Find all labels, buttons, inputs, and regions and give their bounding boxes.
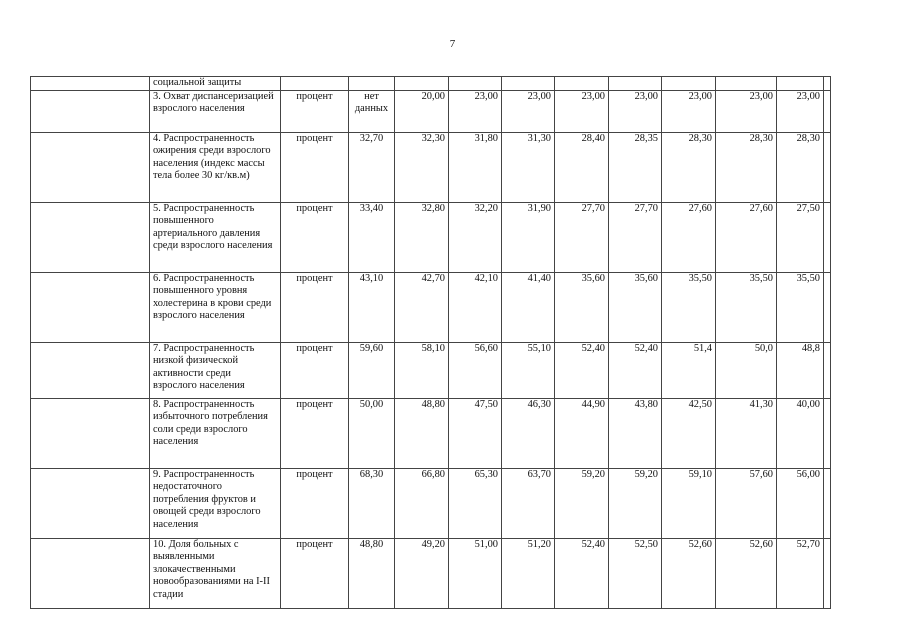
value-cell: 59,20 (609, 468, 662, 538)
value-cell: 42,50 (662, 398, 716, 468)
value-cell: 44,90 (555, 398, 609, 468)
value-cell: 33,40 (349, 202, 395, 272)
unit-cell (281, 77, 349, 91)
value-cell: 27,60 (662, 202, 716, 272)
unit-cell: процент (281, 342, 349, 398)
table-row (31, 77, 831, 91)
value-cell (716, 77, 777, 91)
value-cell: 52,60 (716, 538, 777, 608)
value-cell (349, 77, 395, 91)
value-cell: 46,30 (502, 398, 555, 468)
row-group-cell (31, 342, 150, 398)
value-cell: 31,90 (502, 202, 555, 272)
value-cell: 51,00 (449, 538, 502, 608)
value-cell: 23,00 (716, 90, 777, 132)
page-number: 7 (449, 38, 456, 50)
empty-cell (824, 342, 831, 398)
row-group-cell (31, 77, 150, 91)
unit-cell: процент (281, 538, 349, 608)
table-row (31, 342, 831, 398)
value-cell: 28,30 (777, 132, 824, 202)
indicators-table (30, 76, 831, 609)
value-cell: 40,00 (777, 398, 824, 468)
value-cell: 52,40 (555, 538, 609, 608)
unit-cell: процент (281, 272, 349, 342)
value-cell: 55,10 (502, 342, 555, 398)
value-cell (502, 77, 555, 91)
value-cell: 52,60 (662, 538, 716, 608)
value-cell: 35,50 (777, 272, 824, 342)
value-cell: 27,70 (609, 202, 662, 272)
value-cell: 32,20 (449, 202, 502, 272)
value-cell (449, 77, 502, 91)
value-cell: 27,70 (555, 202, 609, 272)
table-row (31, 90, 831, 132)
value-cell: 58,10 (395, 342, 449, 398)
value-cell: 23,00 (777, 90, 824, 132)
empty-cell (824, 90, 831, 132)
value-cell: 50,0 (716, 342, 777, 398)
value-cell: 43,10 (349, 272, 395, 342)
indicator-name: 6. Распространенность повышенного уровня холестерина в крови среди взрослого населения (150, 272, 281, 342)
value-cell: 42,10 (449, 272, 502, 342)
value-cell: 49,20 (395, 538, 449, 608)
empty-cell (824, 77, 831, 91)
value-cell (777, 77, 824, 91)
value-cell: 68,30 (349, 468, 395, 538)
value-cell: 35,60 (609, 272, 662, 342)
row-group-cell (31, 398, 150, 468)
indicator-name: 3. Охват диспансеризацией взрослого населения (150, 90, 281, 132)
value-cell: 59,60 (349, 342, 395, 398)
value-cell: 27,50 (777, 202, 824, 272)
value-cell: 23,00 (502, 90, 555, 132)
value-cell: 52,40 (609, 342, 662, 398)
value-cell: 23,00 (662, 90, 716, 132)
value-cell: 48,80 (349, 538, 395, 608)
value-cell: 59,20 (555, 468, 609, 538)
value-cell: 27,60 (716, 202, 777, 272)
value-cell: 50,00 (349, 398, 395, 468)
table-row (31, 202, 831, 272)
value-cell: 43,80 (609, 398, 662, 468)
value-cell: 48,80 (395, 398, 449, 468)
value-cell: 59,10 (662, 468, 716, 538)
value-cell: 31,30 (502, 132, 555, 202)
empty-cell (824, 272, 831, 342)
value-cell: 42,70 (395, 272, 449, 342)
row-group-cell (31, 468, 150, 538)
value-cell: 56,60 (449, 342, 502, 398)
value-cell (555, 77, 609, 91)
row-group-cell (31, 202, 150, 272)
empty-cell (824, 538, 831, 608)
row-group-cell (31, 538, 150, 608)
indicator-name: 8. Распространенность избыточного потребления соли среди взрослого населения (150, 398, 281, 468)
row-group-cell (31, 90, 150, 132)
value-cell: 28,30 (662, 132, 716, 202)
value-cell: 52,50 (609, 538, 662, 608)
value-cell: 28,35 (609, 132, 662, 202)
value-cell: 56,00 (777, 468, 824, 538)
indicator-name: 7. Распространенность низкой физической активности среди взрослого населения (150, 342, 281, 398)
value-cell: 32,70 (349, 132, 395, 202)
indicator-name: 10. Доля больных с выявленными злокачественными новообразованиями на I-II стадии (150, 538, 281, 608)
value-cell: 23,00 (449, 90, 502, 132)
unit-cell: процент (281, 202, 349, 272)
row-group-cell (31, 132, 150, 202)
value-cell: 48,8 (777, 342, 824, 398)
value-cell: 47,50 (449, 398, 502, 468)
table-row (31, 132, 831, 202)
empty-cell (824, 202, 831, 272)
value-cell: 28,40 (555, 132, 609, 202)
value-cell: 32,80 (395, 202, 449, 272)
value-cell: 52,70 (777, 538, 824, 608)
table-row (31, 272, 831, 342)
indicator-name: 4. Распространенность ожирения среди взрослого населения (индекс массы тела более 30 кг/кв.м) (150, 132, 281, 202)
value-cell: 32,30 (395, 132, 449, 202)
indicator-name: 5. Распространенность повышенного артериального давления среди взрослого населения (150, 202, 281, 272)
value-cell: 66,80 (395, 468, 449, 538)
table-row (31, 468, 831, 538)
value-cell: 51,20 (502, 538, 555, 608)
empty-cell (824, 468, 831, 538)
value-cell: 63,70 (502, 468, 555, 538)
value-cell: 23,00 (609, 90, 662, 132)
value-cell: 35,60 (555, 272, 609, 342)
unit-cell: процент (281, 468, 349, 538)
value-cell: 31,80 (449, 132, 502, 202)
value-cell (662, 77, 716, 91)
unit-cell: процент (281, 90, 349, 132)
value-cell: 35,50 (716, 272, 777, 342)
table-row (31, 538, 831, 608)
unit-cell: процент (281, 398, 349, 468)
indicator-name: социальной защиты (150, 77, 281, 91)
value-cell (395, 77, 449, 91)
empty-cell (824, 132, 831, 202)
indicator-name: 9. Распространенность недостаточного потребления фруктов и овощей среди взрослого населения (150, 468, 281, 538)
value-cell (609, 77, 662, 91)
table-row (31, 398, 831, 468)
row-group-cell (31, 272, 150, 342)
value-cell: 23,00 (555, 90, 609, 132)
value-cell: 35,50 (662, 272, 716, 342)
value-cell: нет данных (349, 90, 395, 132)
value-cell: 52,40 (555, 342, 609, 398)
value-cell: 65,30 (449, 468, 502, 538)
value-cell: 41,30 (716, 398, 777, 468)
value-cell: 20,00 (395, 90, 449, 132)
value-cell: 28,30 (716, 132, 777, 202)
value-cell: 41,40 (502, 272, 555, 342)
value-cell: 57,60 (716, 468, 777, 538)
value-cell: 51,4 (662, 342, 716, 398)
unit-cell: процент (281, 132, 349, 202)
empty-cell (824, 398, 831, 468)
